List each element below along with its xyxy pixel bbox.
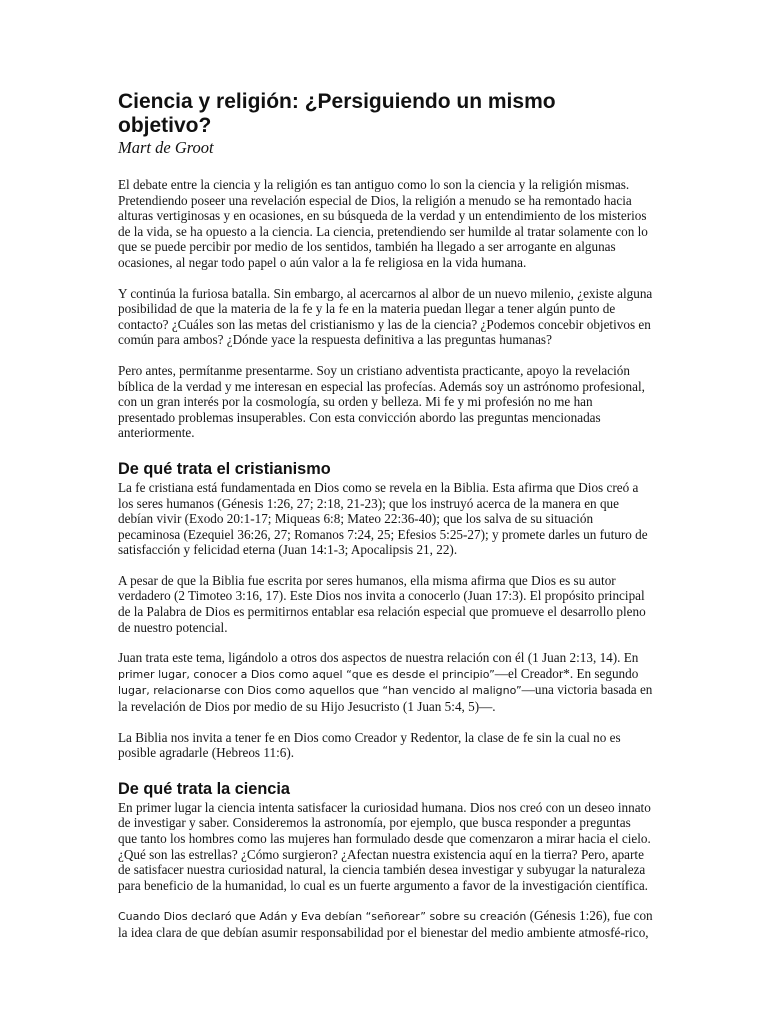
paragraph-christian-faith: La fe cristiana está fundamentada en Dios como se revela en la Biblia. Esta afirma que Dios creó a los seres humanos (Génesis 1:26, 27; 2:18, 21-23); que los instruyó acerca de la manera en que debían vivir (Exodo 20:1-17; Miqueas 6:8; Mateo 22:36-40); que los salva de su situación pecaminosa (Ezequiel 36:26, 27; Romanos 7:24, 25; Efesios 5:25-27); y promete darles un futuro de satisfacción y felicidad eterna (Juan 14:1-3; Apocalipsis 21, 22). [118, 479, 648, 558]
heading-cristianismo: De qué trata el cristianismo [118, 459, 331, 478]
paragraph-juan-part-2: primer lugar, conocer a Dios como aquel “que es desde el principio” [118, 667, 495, 681]
paragraph-juan-part-5: —una victoria basada en la revelación de Dios por medio de su Hijo Jesucristo (1 Juan 5:4, 5)—. [118, 682, 653, 715]
paragraph-battle: Y continúa la furiosa batalla. Sin embargo, al acercarnos al albor de un nuevo milenio, ¿existe alguna posibilidad de que la materia de la fe y la fe en la materia puedan llegar a tener algún punto de contacto? ¿Cuáles son las metas del cristianismo y las de la ciencia? ¿Podemos concebir objetivos en común para ambos? ¿Dónde yace la respuesta definitiva a las preguntas humanas? [118, 285, 653, 348]
paragraph-adam-eve [118, 908, 653, 940]
paragraph-juan-part-1: Juan trata este tema, ligándolo a otros dos aspectos de nuestra relación con él (1 Juan 2:13, 14). En [118, 650, 639, 666]
paragraph-bible-author: A pesar de que la Biblia fue escrita por seres humanos, ella misma afirma que Dios es su autor verdadero (2 Timoteo 3:16, 17). Este Dios nos invita a conocerlo (Juan 17:3). El propósito principal de la Palabra de Dios es permitirnos entablar esa relación especial que promueve el desarrollo pleno de nuestro potencial. [118, 572, 646, 635]
document-page [118, 90, 653, 941]
paragraph-faith-creator: La Biblia nos invita a tener fe en Dios como Creador y Redentor, la clase de fe sin la cual no es posible agradarle (Hebreos 11:6). [118, 729, 621, 761]
paragraph-presentation: Pero antes, permítanme presentarme. Soy un cristiano adventista practicante, apoyo la revelación bíblica de la verdad y me interesan en especial las profecías. Además soy un astrónomo profesional, con un gran interés por la cosmología, su orden y belleza. Mi fe y mi profesión no me han presentado problemas insuperables. Con esta convicción abordo las preguntas mencionadas anteriormente. [118, 362, 645, 441]
heading-ciencia: De qué trata la ciencia [118, 779, 290, 798]
paragraph-juan [118, 650, 653, 714]
paragraph-science-curiosity: En primer lugar la ciencia intenta satisfacer la curiosidad humana. Dios nos creó con un deseo innato de investigar y saber. Consideremos la astronomía, por ejemplo, que busca responder a preguntas que tanto los hombres como las mujeres han formulado desde que comenzaron a mirar hacia el cielo. ¿Qué son las estrellas? ¿Cómo surgieron? ¿Afectan nuestra existencia aquí en la tierra? Pero, aparte de satisfacer nuestra curiosidad natural, la ciencia también desea investigar y subyugar la naturaleza para beneficio de la humanidad, lo cual es un fuerte argumento a favor de la investigación científica. [118, 799, 651, 893]
document-author: Mart de Groot [118, 138, 214, 157]
paragraph-adam-eve-part-2: (Génesis 1:26), fue con la idea clara de que debían asumir responsabilidad por el bienestar del medio ambiente atmosfé-rico, [118, 908, 653, 940]
paragraph-intro: El debate entre la ciencia y la religión es tan antiguo como lo son la ciencia y la religión mismas. Pretendiendo poseer una revelación especial de Dios, la religión a menudo se ha remontado hacia alturas vertiginosas y en ocasiones, en su búsqueda de la verdad y un entendimiento de los misterios de la vida, se ha opuesto a la ciencia. La ciencia, pretendiendo ser humilde al tratar solamente con lo que se puede percibir por medio de los sentidos, también ha llegado a ser arrogante en algunas ocasiones, al negar todo papel o aún valor a la fe religiosa en la vida humana. [118, 177, 648, 270]
document-title: Ciencia y religión: ¿Persiguiendo un mismo objetivo? [118, 90, 556, 137]
paragraph-adam-eve-part-1: Cuando Dios declaró que Adán y Eva debían “señorear” sobre su creación [118, 910, 527, 924]
paragraph-juan-part-3: —el Creador*. En segundo [494, 665, 639, 681]
paragraph-juan-part-4: lugar, relacionarse con Dios como aquellos que “han vencido al maligno” [118, 684, 522, 698]
